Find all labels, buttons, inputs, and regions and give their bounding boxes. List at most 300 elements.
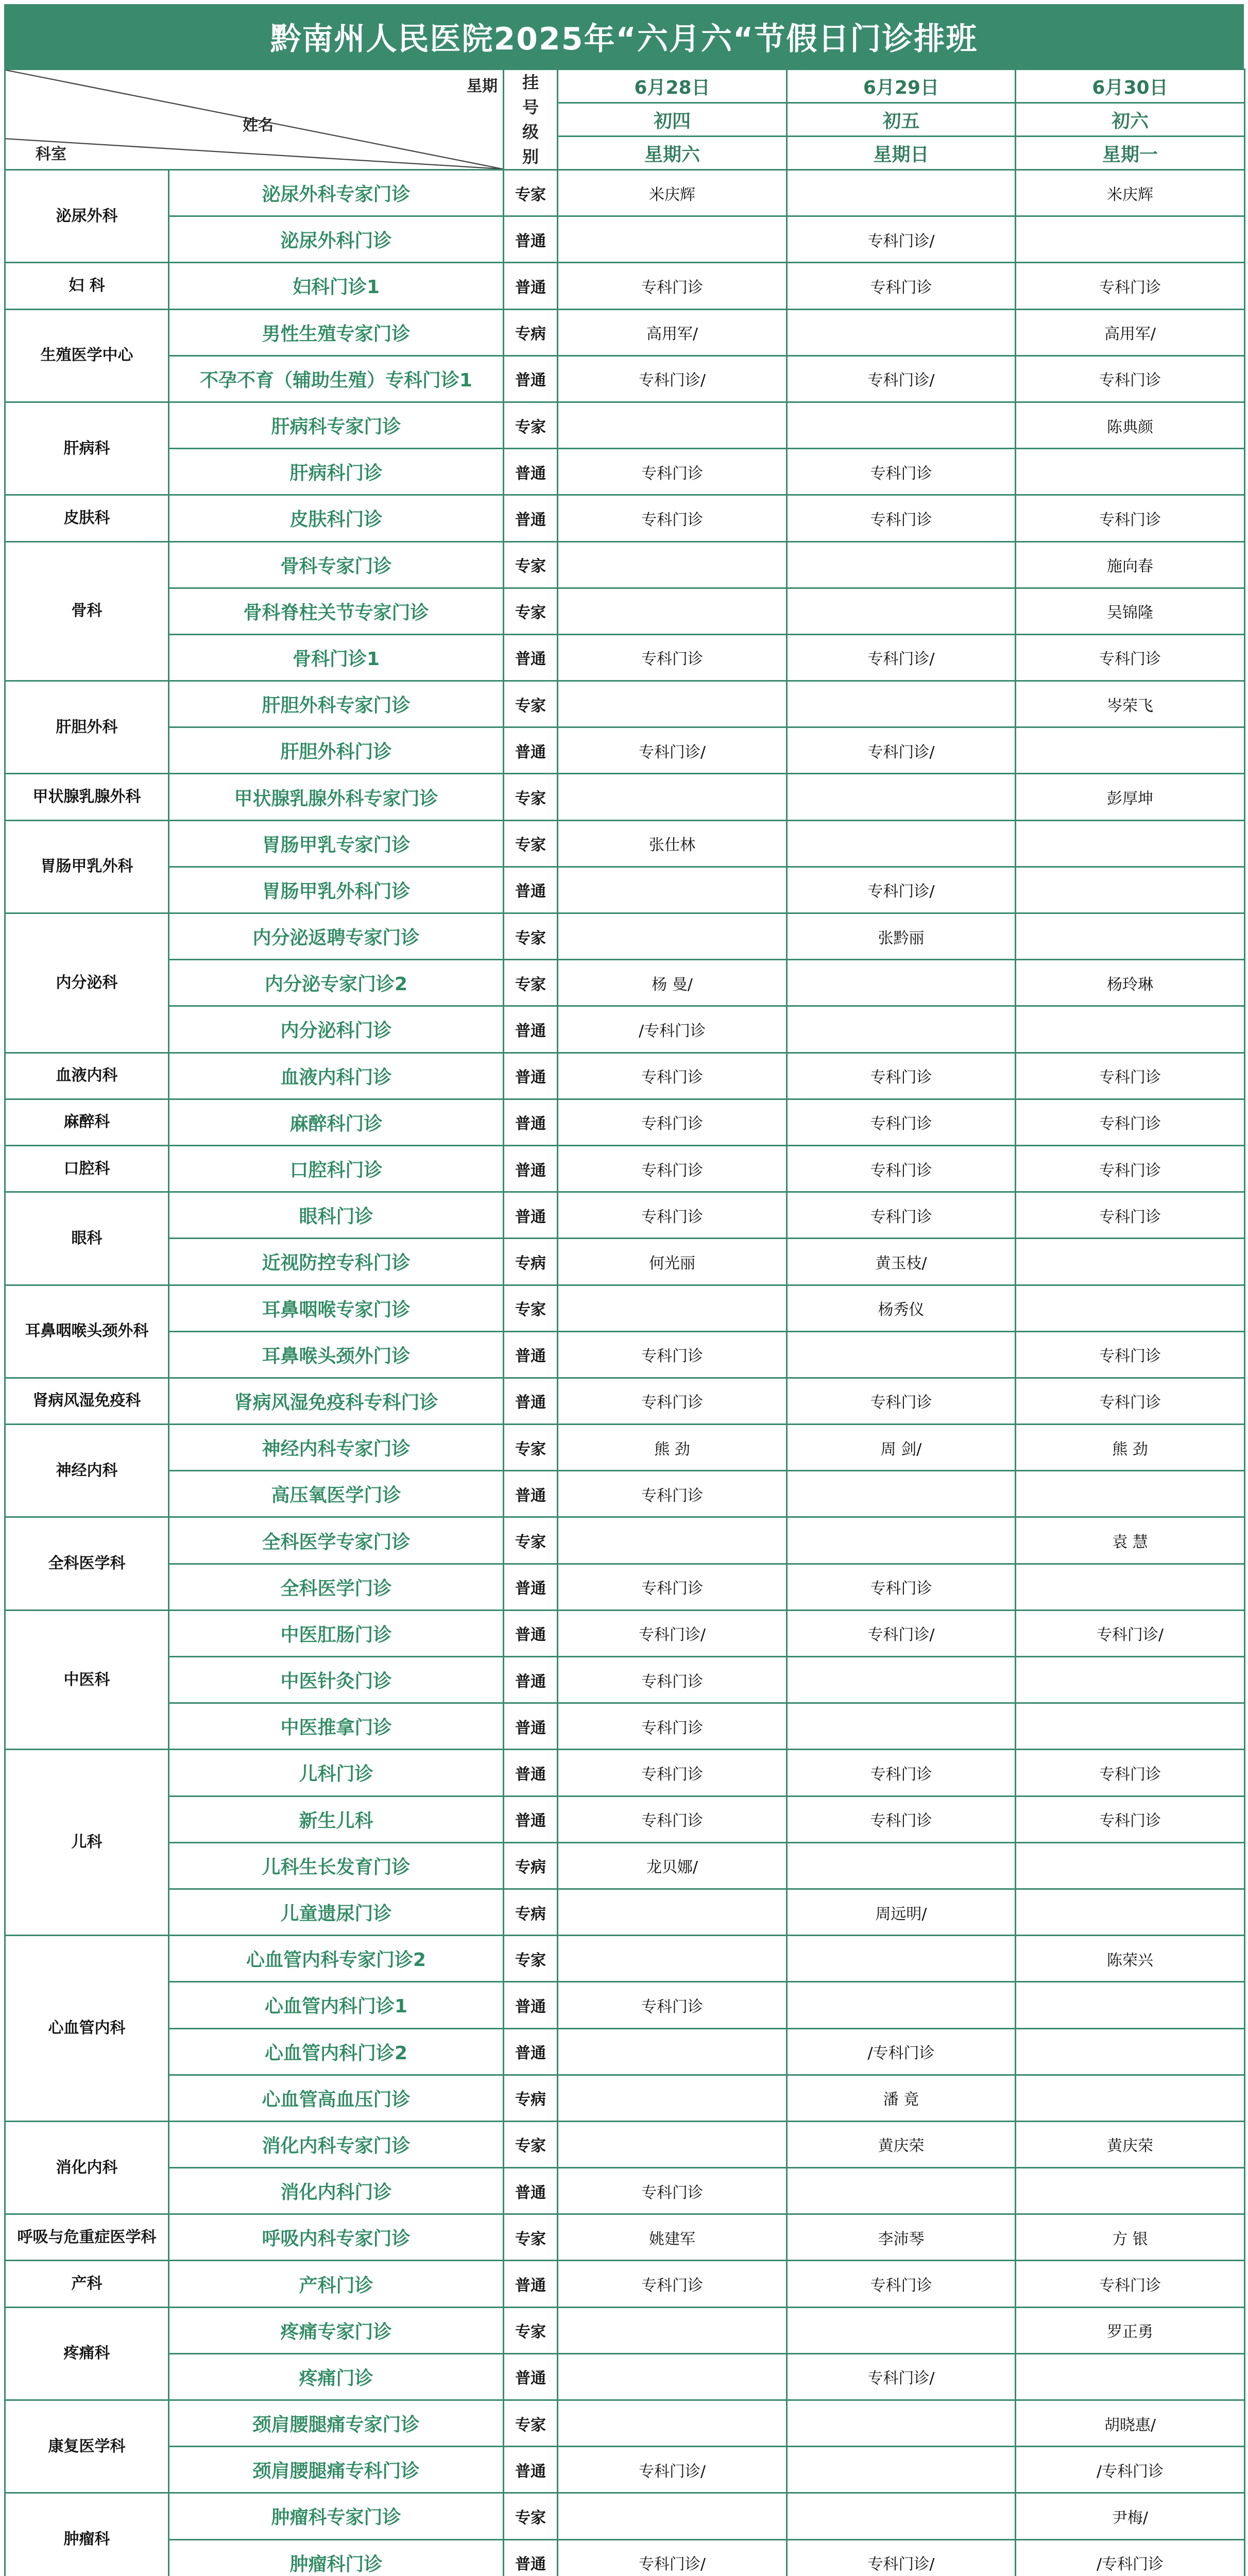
table-row <box>5 1982 1245 2028</box>
department-cell: 全科医学科 <box>5 1517 169 1610</box>
table-row <box>5 1842 1245 1889</box>
schedule-cell-day2: 杨秀仪 <box>787 1285 1016 1331</box>
department-cell: 产科 <box>5 2261 169 2307</box>
table-row <box>5 2261 1245 2307</box>
date-header-3: 6月30日 <box>1016 70 1245 103</box>
table-row <box>5 541 1245 588</box>
schedule-cell-day1: 张仕林 <box>558 820 787 867</box>
schedule-cell-day3: /专科门诊 <box>1016 2539 1245 2576</box>
level-cell: 普通 <box>504 1099 558 1145</box>
table-row <box>5 960 1245 1006</box>
level-cell: 普通 <box>504 1471 558 1517</box>
level-cell: 专家 <box>504 402 558 448</box>
schedule-cell-day3 <box>1016 1982 1245 2028</box>
schedule-cell-day3 <box>1016 1657 1245 1703</box>
department-cell: 儿科 <box>5 1750 169 1936</box>
department-cell: 呼吸与危重症医学科 <box>5 2214 169 2261</box>
schedule-cell-day1 <box>558 2400 787 2447</box>
schedule-cell-day3: 高用军/ <box>1016 309 1245 355</box>
department-cell: 口腔科 <box>5 1145 169 1192</box>
schedule-cell-day3: 陈典颜 <box>1016 402 1245 448</box>
schedule-cell-day2: 专科门诊/ <box>787 1610 1016 1656</box>
department-cell: 肾病风湿免疫科 <box>5 1378 169 1424</box>
level-cell: 普通 <box>504 1378 558 1424</box>
clinic-name-cell: 全科医学专家门诊 <box>169 1517 504 1564</box>
schedule-cell-day2 <box>787 820 1016 867</box>
lunar-header-2: 初五 <box>787 103 1016 137</box>
header-corner <box>5 70 504 170</box>
clinic-name-cell: 口腔科门诊 <box>169 1145 504 1192</box>
schedule-cell-day3: 米庆辉 <box>1016 170 1245 216</box>
table-row <box>5 495 1245 541</box>
level-cell: 普通 <box>504 1657 558 1703</box>
schedule-cell-day1 <box>558 2121 787 2167</box>
schedule-cell-day2: /专科门诊 <box>787 2028 1016 2075</box>
schedule-cell-day3 <box>1016 727 1245 774</box>
schedule-cell-day3: /专科门诊 <box>1016 2447 1245 2493</box>
schedule-cell-day3: 专科门诊 <box>1016 1099 1245 1145</box>
table-row <box>5 1331 1245 1378</box>
schedule-cell-day2: 专科门诊/ <box>787 355 1016 402</box>
schedule-cell-day1: 专科门诊 <box>558 1145 787 1192</box>
schedule-cell-day2: 张黔丽 <box>787 913 1016 960</box>
level-cell: 普通 <box>504 634 558 681</box>
clinic-name-cell: 骨科专家门诊 <box>169 541 504 588</box>
clinic-name-cell: 颈肩腰腿痛专科门诊 <box>169 2447 504 2493</box>
schedule-cell-day3 <box>1016 1285 1245 1331</box>
schedule-cell-day2 <box>787 2168 1016 2214</box>
clinic-name-cell: 肝病科专家门诊 <box>169 402 504 448</box>
schedule-cell-day2: 专科门诊 <box>787 1750 1016 1796</box>
schedule-cell-day3: 陈荣兴 <box>1016 1936 1245 1982</box>
level-cell: 专家 <box>504 913 558 960</box>
schedule-cell-day1: 专科门诊 <box>558 2261 787 2307</box>
schedule-cell-day1 <box>558 2353 787 2400</box>
corner-dept-label: 科室 <box>36 145 66 163</box>
table-row <box>5 2075 1245 2121</box>
level-cell: 专家 <box>504 2307 558 2353</box>
schedule-cell-day2: 专科门诊 <box>787 1145 1016 1192</box>
date-header-1: 6月28日 <box>558 70 787 103</box>
schedule-cell-day2: 专科门诊 <box>787 449 1016 495</box>
schedule-cell-day1 <box>558 2028 787 2075</box>
clinic-name-cell: 心血管高血压门诊 <box>169 2075 504 2121</box>
schedule-cell-day1: 专科门诊 <box>558 2168 787 2214</box>
schedule-cell-day1: 专科门诊 <box>558 263 787 309</box>
schedule-cell-day3 <box>1016 913 1245 960</box>
clinic-name-cell: 心血管内科门诊1 <box>169 1982 504 2028</box>
clinic-name-cell: 不孕不育（辅助生殖）专科门诊1 <box>169 355 504 402</box>
weekday-header-3: 星期一 <box>1016 137 1245 170</box>
schedule-cell-day1 <box>558 216 787 263</box>
schedule-cell-day1: 专科门诊 <box>558 1099 787 1145</box>
clinic-name-cell: 产科门诊 <box>169 2261 504 2307</box>
schedule-cell-day1: 何光丽 <box>558 1239 787 1285</box>
schedule-cell-day3: 彭厚坤 <box>1016 774 1245 820</box>
table-row <box>5 309 1245 355</box>
table-row <box>5 402 1245 448</box>
table-row <box>5 2493 1245 2539</box>
schedule-cell-day3: 专科门诊 <box>1016 1145 1245 1192</box>
table-row <box>5 2353 1245 2400</box>
date-header-2: 6月29日 <box>787 70 1016 103</box>
schedule-cell-day1: 专科门诊/ <box>558 727 787 774</box>
level-cell: 普通 <box>504 2168 558 2214</box>
schedule-cell-day2 <box>787 1517 1016 1564</box>
level-cell: 专病 <box>504 2075 558 2121</box>
schedule-cell-day1: 姚建军 <box>558 2214 787 2261</box>
department-cell: 内分泌科 <box>5 913 169 1053</box>
table-row <box>5 774 1245 820</box>
schedule-cell-day1: 米庆辉 <box>558 170 787 216</box>
level-cell: 专家 <box>504 1517 558 1564</box>
schedule-cell-day2: 专科门诊/ <box>787 727 1016 774</box>
schedule-cell-day1: 专科门诊 <box>558 1982 787 2028</box>
schedule-cell-day1 <box>558 1517 787 1564</box>
table-row <box>5 1750 1245 1796</box>
schedule-cell-day3: 专科门诊 <box>1016 263 1245 309</box>
table-row <box>5 1610 1245 1656</box>
table-row <box>5 355 1245 402</box>
table-row <box>5 1239 1245 1285</box>
schedule-cell-day3: 黄庆荣 <box>1016 2121 1245 2167</box>
clinic-name-cell: 神经内科专家门诊 <box>169 1425 504 1471</box>
schedule-cell-day1: 专科门诊/ <box>558 1610 787 1656</box>
level-cell: 普通 <box>504 1006 558 1053</box>
schedule-cell-day3: 吴锦隆 <box>1016 588 1245 634</box>
clinic-name-cell: 疼痛门诊 <box>169 2353 504 2400</box>
table-row <box>5 2028 1245 2075</box>
table-row <box>5 588 1245 634</box>
schedule-cell-day3: 专科门诊 <box>1016 1378 1245 1424</box>
level-cell: 普通 <box>504 1053 558 1099</box>
schedule-cell-day1: 杨 曼/ <box>558 960 787 1006</box>
level-cell: 专家 <box>504 2214 558 2261</box>
schedule-cell-day3: 杨玲琳 <box>1016 960 1245 1006</box>
schedule-cell-day1: 专科门诊 <box>558 495 787 541</box>
table-row <box>5 1285 1245 1331</box>
table-row <box>5 449 1245 495</box>
schedule-cell-day3 <box>1016 1006 1245 1053</box>
table-row <box>5 1053 1245 1099</box>
level-cell: 专病 <box>504 309 558 355</box>
clinic-name-cell: 妇科门诊1 <box>169 263 504 309</box>
schedule-cell-day2 <box>787 1471 1016 1517</box>
level-cell: 专家 <box>504 1936 558 1982</box>
table-row <box>5 2447 1245 2493</box>
department-cell: 眼科 <box>5 1192 169 1285</box>
clinic-name-cell: 中医针灸门诊 <box>169 1657 504 1703</box>
level-cell: 专家 <box>504 774 558 820</box>
clinic-name-cell: 消化内科专家门诊 <box>169 2121 504 2167</box>
schedule-cell-day2 <box>787 1331 1016 1378</box>
schedule-cell-day1: 高用军/ <box>558 309 787 355</box>
schedule-cell-day1: 专科门诊 <box>558 1192 787 1239</box>
level-cell: 普通 <box>504 1610 558 1656</box>
level-cell: 普通 <box>504 1331 558 1378</box>
schedule-cell-day2 <box>787 1703 1016 1750</box>
table-row <box>5 1703 1245 1750</box>
schedule-cell-day3 <box>1016 449 1245 495</box>
schedule-cell-day1 <box>558 1936 787 1982</box>
clinic-name-cell: 泌尿外科专家门诊 <box>169 170 504 216</box>
level-cell: 专病 <box>504 1842 558 1889</box>
schedule-cell-day1 <box>558 774 787 820</box>
table-row <box>5 820 1245 867</box>
clinic-name-cell: 肾病风湿免疫科专科门诊 <box>169 1378 504 1424</box>
schedule-cell-day3: 专科门诊 <box>1016 495 1245 541</box>
schedule-cell-day2: 专科门诊 <box>787 1796 1016 1842</box>
clinic-name-cell: 胃肠甲乳专家门诊 <box>169 820 504 867</box>
table-row <box>5 1657 1245 1703</box>
schedule-cell-day3: 施向春 <box>1016 541 1245 588</box>
schedule-cell-day1 <box>558 402 787 448</box>
level-cell: 专家 <box>504 820 558 867</box>
table-row <box>5 170 1245 216</box>
clinic-name-cell: 甲状腺乳腺外科专家门诊 <box>169 774 504 820</box>
clinic-name-cell: 颈肩腰腿痛专家门诊 <box>169 2400 504 2447</box>
schedule-cell-day1 <box>558 2075 787 2121</box>
schedule-cell-day1: 熊 劲 <box>558 1425 787 1471</box>
department-cell: 泌尿外科 <box>5 170 169 263</box>
level-cell: 普通 <box>504 2353 558 2400</box>
schedule-cell-day2: 专科门诊 <box>787 1099 1016 1145</box>
department-cell: 肿瘤科 <box>5 2493 169 2576</box>
clinic-name-cell: 心血管内科门诊2 <box>169 2028 504 2075</box>
department-cell: 康复医学科 <box>5 2400 169 2493</box>
schedule-cell-day3: 胡晓惠/ <box>1016 2400 1245 2447</box>
schedule-cell-day2 <box>787 1657 1016 1703</box>
level-cell: 普通 <box>504 1750 558 1796</box>
clinic-name-cell: 呼吸内科专家门诊 <box>169 2214 504 2261</box>
schedule-cell-day3: 专科门诊 <box>1016 1796 1245 1842</box>
schedule-cell-day2 <box>787 588 1016 634</box>
table-row <box>5 727 1245 774</box>
schedule-cell-day1 <box>558 588 787 634</box>
schedule-cell-day2 <box>787 2493 1016 2539</box>
schedule-cell-day1 <box>558 913 787 960</box>
table-row <box>5 263 1245 309</box>
schedule-cell-day2: 李沛琴 <box>787 2214 1016 2261</box>
schedule-cell-day2: 专科门诊 <box>787 1192 1016 1239</box>
level-cell: 普通 <box>504 1192 558 1239</box>
table-row <box>5 1145 1245 1192</box>
level-cell: 专病 <box>504 1239 558 1285</box>
level-cell: 普通 <box>504 1145 558 1192</box>
level-cell: 普通 <box>504 1564 558 1610</box>
table-row <box>5 1378 1245 1424</box>
schedule-cell-day2 <box>787 402 1016 448</box>
schedule-cell-day2 <box>787 1006 1016 1053</box>
schedule-cell-day3: 专科门诊 <box>1016 634 1245 681</box>
level-cell: 专家 <box>504 588 558 634</box>
clinic-name-cell: 泌尿外科门诊 <box>169 216 504 263</box>
table-row <box>5 1517 1245 1564</box>
table-row <box>5 2400 1245 2447</box>
schedule-cell-day3: 尹梅/ <box>1016 2493 1245 2539</box>
department-cell: 生殖医学中心 <box>5 309 169 402</box>
level-cell: 普通 <box>504 355 558 402</box>
schedule-cell-day2: 黄庆荣 <box>787 2121 1016 2167</box>
clinic-name-cell: 全科医学门诊 <box>169 1564 504 1610</box>
level-cell: 专家 <box>504 541 558 588</box>
clinic-name-cell: 血液内科门诊 <box>169 1053 504 1099</box>
table-row <box>5 681 1245 727</box>
department-cell: 神经内科 <box>5 1425 169 1517</box>
clinic-name-cell: 内分泌专家门诊2 <box>169 960 504 1006</box>
schedule-cell-day1: 专科门诊 <box>558 1331 787 1378</box>
clinic-name-cell: 耳鼻喉头颈外门诊 <box>169 1331 504 1378</box>
level-cell: 专家 <box>504 2400 558 2447</box>
table-row <box>5 2121 1245 2167</box>
clinic-name-cell: 肝胆外科门诊 <box>169 727 504 774</box>
department-cell: 甲状腺乳腺外科 <box>5 774 169 820</box>
level-cell: 普通 <box>504 2028 558 2075</box>
schedule-cell-day3 <box>1016 2028 1245 2075</box>
schedule-cell-day1: 专科门诊 <box>558 1471 787 1517</box>
schedule-cell-day3: 熊 劲 <box>1016 1425 1245 1471</box>
clinic-name-cell: 中医推拿门诊 <box>169 1703 504 1750</box>
clinic-name-cell: 耳鼻咽喉专家门诊 <box>169 1285 504 1331</box>
table-row <box>5 1192 1245 1239</box>
schedule-cell-day3: 专科门诊 <box>1016 355 1245 402</box>
page-title: 黔南州人民医院2025年“六月六“节假日门诊排班 <box>4 4 1244 69</box>
level-cell: 普通 <box>504 1796 558 1842</box>
schedule-cell-day2 <box>787 1842 1016 1889</box>
schedule-cell-day1 <box>558 2307 787 2353</box>
level-cell: 普通 <box>504 1982 558 2028</box>
department-cell: 心血管内科 <box>5 1936 169 2122</box>
schedule-cell-day3: 专科门诊 <box>1016 1331 1245 1378</box>
schedule-cell-day2: 专科门诊/ <box>787 216 1016 263</box>
schedule-cell-day3 <box>1016 820 1245 867</box>
table-row <box>5 2214 1245 2261</box>
level-cell: 普通 <box>504 867 558 913</box>
clinic-name-cell: 肿瘤科门诊 <box>169 2539 504 2576</box>
department-cell: 麻醉科 <box>5 1099 169 1145</box>
table-row <box>5 1006 1245 1053</box>
clinic-name-cell: 皮肤科门诊 <box>169 495 504 541</box>
department-cell: 消化内科 <box>5 2121 169 2214</box>
schedule-cell-day3: 袁 慧 <box>1016 1517 1245 1564</box>
schedule-cell-day3: 岑荣飞 <box>1016 681 1245 727</box>
level-cell: 专家 <box>504 1425 558 1471</box>
table-row <box>5 1099 1245 1145</box>
schedule-cell-day2 <box>787 1936 1016 1982</box>
clinic-name-cell: 中医肛肠门诊 <box>169 1610 504 1656</box>
level-cell: 普通 <box>504 2539 558 2576</box>
clinic-name-cell: 新生儿科 <box>169 1796 504 1842</box>
weekday-header-2: 星期日 <box>787 137 1016 170</box>
schedule-cell-day1: 专科门诊 <box>558 1564 787 1610</box>
table-row <box>5 867 1245 913</box>
schedule-cell-day2 <box>787 681 1016 727</box>
schedule-cell-day3: 专科门诊 <box>1016 1750 1245 1796</box>
schedule-cell-day2 <box>787 2400 1016 2447</box>
schedule-cell-day2: 专科门诊/ <box>787 867 1016 913</box>
clinic-name-cell: 麻醉科门诊 <box>169 1099 504 1145</box>
schedule-cell-day3 <box>1016 1564 1245 1610</box>
clinic-name-cell: 肿瘤科专家门诊 <box>169 2493 504 2539</box>
schedule-cell-day2: 潘 竟 <box>787 2075 1016 2121</box>
level-cell: 专家 <box>504 1285 558 1331</box>
table-row <box>5 1796 1245 1842</box>
table-row <box>5 634 1245 681</box>
table-row <box>5 913 1245 960</box>
department-cell: 肝胆外科 <box>5 681 169 774</box>
schedule-cell-day1 <box>558 2493 787 2539</box>
level-cell: 普通 <box>504 2261 558 2307</box>
department-cell: 皮肤科 <box>5 495 169 541</box>
schedule-cell-day2 <box>787 2447 1016 2493</box>
department-cell: 中医科 <box>5 1610 169 1750</box>
schedule-cell-day1: 专科门诊/ <box>558 2539 787 2576</box>
schedule-table <box>4 69 1245 2576</box>
table-row <box>5 1471 1245 1517</box>
schedule-cell-day1: 专科门诊 <box>558 1657 787 1703</box>
schedule-cell-day1: /专科门诊 <box>558 1006 787 1053</box>
schedule-cell-day3: 专科门诊 <box>1016 1192 1245 1239</box>
lunar-header-3: 初六 <box>1016 103 1245 137</box>
schedule-cell-day1 <box>558 1285 787 1331</box>
clinic-name-cell: 肝胆外科专家门诊 <box>169 681 504 727</box>
schedule-cell-day1: 专科门诊 <box>558 1750 787 1796</box>
schedule-cell-day2: 专科门诊/ <box>787 634 1016 681</box>
schedule-cell-day3 <box>1016 1889 1245 1935</box>
table-row <box>5 2307 1245 2353</box>
clinic-name-cell: 肝病科门诊 <box>169 449 504 495</box>
schedule-cell-day2: 黄玉枝/ <box>787 1239 1016 1285</box>
clinic-name-cell: 内分泌返聘专家门诊 <box>169 913 504 960</box>
schedule-cell-day1: 专科门诊 <box>558 1378 787 1424</box>
schedule-cell-day3 <box>1016 1842 1245 1889</box>
schedule-cell-day3: 罗正勇 <box>1016 2307 1245 2353</box>
schedule-cell-day1 <box>558 681 787 727</box>
table-row <box>5 2168 1245 2214</box>
schedule-cell-day2: 专科门诊 <box>787 1053 1016 1099</box>
clinic-name-cell: 骨科脊柱关节专家门诊 <box>169 588 504 634</box>
clinic-name-cell: 高压氧医学门诊 <box>169 1471 504 1517</box>
schedule-cell-day3 <box>1016 867 1245 913</box>
schedule-cell-day2: 专科门诊 <box>787 1378 1016 1424</box>
level-cell: 普通 <box>504 495 558 541</box>
schedule-cell-day1: 专科门诊 <box>558 449 787 495</box>
schedule-cell-day2 <box>787 960 1016 1006</box>
clinic-name-cell: 男性生殖专家门诊 <box>169 309 504 355</box>
schedule-cell-day2 <box>787 2307 1016 2353</box>
schedule-cell-day3: 专科门诊 <box>1016 2261 1245 2307</box>
table-row <box>5 2539 1245 2576</box>
table-row <box>5 1889 1245 1935</box>
clinic-name-cell: 消化内科门诊 <box>169 2168 504 2214</box>
schedule-cell-day1: 专科门诊 <box>558 1703 787 1750</box>
level-cell: 专家 <box>504 170 558 216</box>
corner-weekday-label: 星期 <box>467 77 498 95</box>
department-cell: 骨科 <box>5 541 169 681</box>
clinic-name-cell: 疼痛专家门诊 <box>169 2307 504 2353</box>
level-cell: 普通 <box>504 216 558 263</box>
schedule-cell-day2 <box>787 541 1016 588</box>
schedule-cell-day2: 专科门诊/ <box>787 2539 1016 2576</box>
level-cell: 专家 <box>504 960 558 1006</box>
clinic-name-cell: 心血管内科专家门诊2 <box>169 1936 504 1982</box>
schedule-cell-day3 <box>1016 1471 1245 1517</box>
lunar-header-1: 初四 <box>558 103 787 137</box>
level-header <box>504 70 558 170</box>
clinic-name-cell: 儿童遗尿门诊 <box>169 1889 504 1935</box>
schedule-cell-day3: 方 银 <box>1016 2214 1245 2261</box>
schedule-cell-day3 <box>1016 2353 1245 2400</box>
